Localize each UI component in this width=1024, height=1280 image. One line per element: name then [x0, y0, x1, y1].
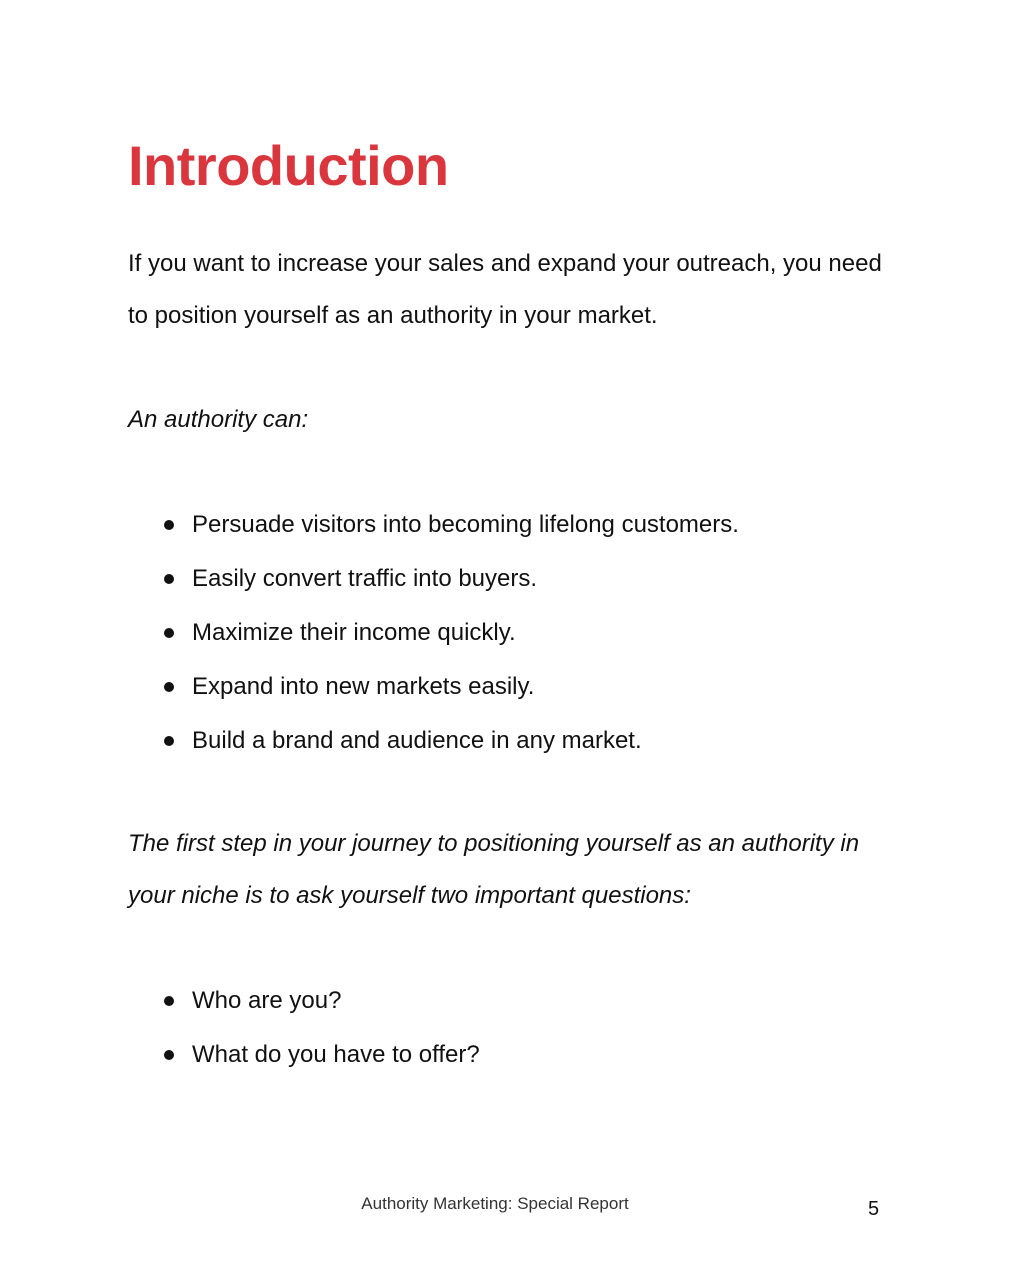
list-item: What do you have to offer?	[162, 1028, 480, 1082]
authority-bullet-list	[162, 498, 739, 768]
list-item: Expand into new markets easily.	[162, 660, 739, 714]
list-item: Who are you?	[162, 974, 480, 1028]
page-footer: Authority Marketing: Special Report	[361, 1194, 629, 1213]
first-step-paragraph: The first step in your journey to positioning yourself as an authority in your niche is to ask yourself two important questions:	[128, 830, 860, 909]
list-item: Build a brand and audience in any market.	[162, 714, 739, 768]
questions-bullet-list	[162, 974, 480, 1082]
page-number: 5	[868, 1198, 880, 1220]
page-title: Introduction	[128, 134, 449, 197]
list-item: Easily convert traffic into buyers.	[162, 552, 739, 606]
list-item: Maximize their income quickly.	[162, 606, 739, 660]
intro-paragraph: If you want to increase your sales and expand your outreach, you need to position yourself as an authority in your market.	[128, 250, 882, 329]
list-item: Persuade visitors into becoming lifelong customers.	[162, 498, 739, 552]
authority-lead-text: An authority can:	[128, 406, 309, 433]
